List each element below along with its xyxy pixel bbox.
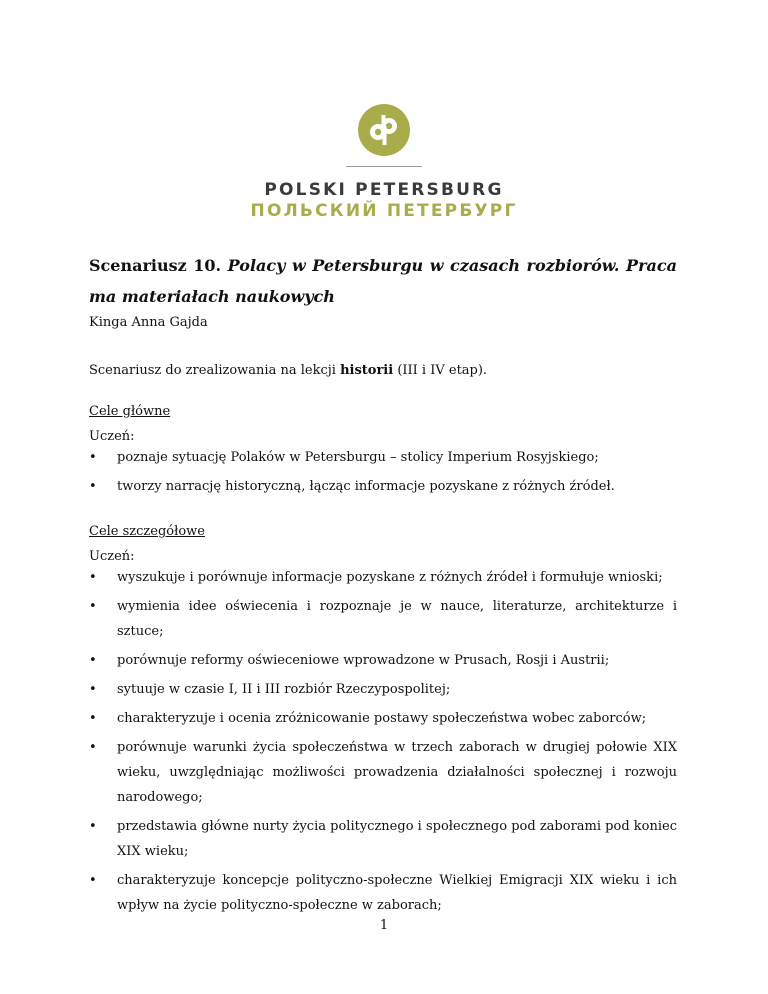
intro-line — [89, 362, 677, 379]
detail-goals-list — [89, 565, 677, 918]
list-item: • porównuje warunki życia społeczeństwa w trzech zaborach w drugiej połowie XIX wieku, uwzględniając możliwości prowadzenia działalności społecznej i rozwoju narodowego; — [89, 735, 677, 810]
list-item: • charakteryzuje koncepcje polityczno-społeczne Wielkiej Emigracji XIX wieku i ich wpływ na życie polityczno-społeczne w zaborach; — [89, 868, 677, 918]
list-item: • sytuuje w czasie I, II i III rozbiór Rzeczypospolitej; — [89, 677, 677, 702]
document-body — [89, 250, 677, 918]
list-item: • tworzy narrację historyczną, łącząc informacje pozyskane z różnych źródeł. — [89, 474, 677, 499]
main-goals-list — [89, 445, 677, 499]
intro-subject: historii — [340, 363, 394, 378]
list-item: • wymienia idee oświecenia i rozpoznaje je w nauce, literaturze, architekturze i sztuce; — [89, 594, 677, 644]
document-title — [89, 250, 677, 312]
list-item: • przedstawia główne nurty życia politycznego i społecznego pod zaborami pod koniec XIX wieku; — [89, 814, 677, 864]
logo-divider — [346, 166, 422, 167]
title-prefix: Scenariusz 10. — [89, 256, 222, 275]
section-detail-uczen: Uczeń: — [89, 549, 135, 564]
brand-name-latin: POLSKI PETERSBURG — [264, 180, 504, 200]
intro-before: Scenariusz do zrealizowania na lekcji — [89, 363, 341, 378]
list-item: • wyszukuje i porównuje informacje pozyskane z różnych źródeł i formułuje wnioski; — [89, 565, 677, 590]
list-item: • charakteryzuje i ocenia zróżnicowanie postawy społeczeństwa wobec zaborców; — [89, 706, 677, 731]
logo-block — [0, 104, 768, 221]
list-item: • porównuje reformy oświeceniowe wprowadzone w Prusach, Rosji i Austrii; — [89, 648, 677, 673]
polski-petersburg-logo-icon — [358, 104, 410, 156]
list-item: • poznaje sytuację Polaków w Petersburgu – stolicy Imperium Rosyjskiego; — [89, 445, 677, 470]
brand-name-cyrillic: ПОЛЬСКИЙ ПЕТЕРБУРГ — [250, 201, 518, 221]
author: Kinga Anna Gajda — [89, 315, 208, 330]
section-heading-detail: Cele szczegółowe — [89, 524, 205, 539]
page-number: 1 — [379, 918, 389, 933]
section-main-uczen: Uczeń: — [89, 429, 135, 444]
section-heading-main: Cele główne — [89, 404, 171, 419]
intro-after: (III i IV etap). — [393, 363, 488, 378]
title-italic: Polacy w Petersburgu w czasach rozbiorów. Praca ma materiałach naukowych — [89, 256, 677, 306]
